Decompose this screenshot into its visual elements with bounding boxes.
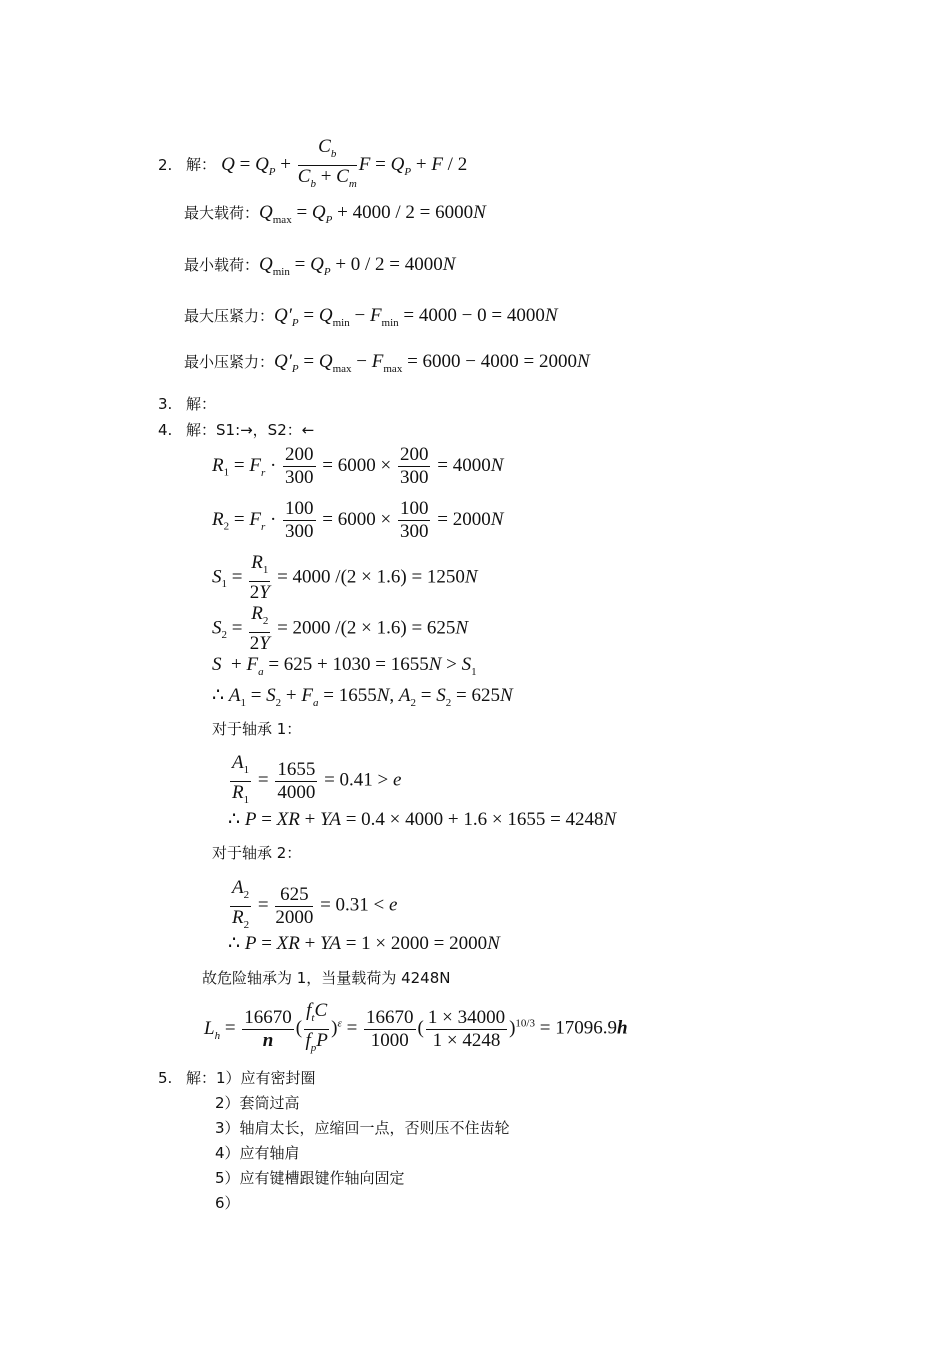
q5-item-3: 3）轴肩太长，应缩回一点，否则压不住齿轮 [215, 1119, 510, 1137]
q5-header [158, 1068, 316, 1088]
q5-item-6: 6） [215, 1194, 240, 1212]
q4-solution-label: 解：S1:→，S2：← [186, 421, 315, 439]
q4-eq-s1: $S_1$ = $\frac{R_1}{2Y}$ = 4000 /(2 × 1.6) = 1250N [212, 552, 478, 603]
q2-max-clamp [184, 306, 558, 333]
q4-eq-r1: $R_1 = F_r$ · $\frac{200}{300}$ = 6000 × $\frac{200}{300}$ = 4000N [212, 444, 504, 488]
q2-min-clamp-label: 最小压紧力： [184, 353, 275, 371]
q2-max-load-label: 最大载荷： [184, 204, 260, 222]
q4-eq-axial: ∴ $A_1 = S_2 + F_a = 1655N$, $A_2 = S_2 = 625N$ [212, 685, 513, 709]
q4-eq-r2: $R_2 = F_r$ · $\frac{100}{300}$ = 6000 × $\frac{100}{300}$ = 2000N [212, 498, 504, 542]
q3-number: 3. [158, 395, 173, 413]
q4-number: 4. [158, 421, 173, 439]
q2-formula: $Q = Q_P$ + $\frac{C_b}{C_b + C_m}$ $F = Q_P + F / 2$ [221, 136, 468, 190]
q2-solution-label: 解： [186, 155, 217, 174]
q4-conclusion: 故危险轴承为 1，当量载荷为 4248N [202, 969, 451, 987]
q2-min-load-label: 最小载荷： [184, 256, 260, 274]
q4-header [158, 420, 314, 440]
q5-number: 5. [158, 1069, 173, 1087]
q4-eq-ratio2: $\frac{A_2}{R_2}$ = $\frac{625}{2000}$ = 0.31 < e [232, 877, 398, 931]
q2-max-clamp-formula: $Q'_P = Q_{min} - F_{min} = 4000 - 0 = 4000N$ [274, 305, 558, 329]
q4-bearing1-label: 对于轴承 1： [212, 720, 302, 738]
q2-max-clamp-label: 最大压紧力： [184, 307, 275, 325]
q5-item-2: 2）套筒过高 [215, 1094, 300, 1112]
q5-item-4: 4）应有轴肩 [215, 1144, 300, 1162]
q2-min-load [184, 255, 455, 282]
q5-solution-label: 解：1）应有密封圈 [186, 1069, 316, 1087]
q3-header [158, 394, 216, 414]
q4-bearing2-label: 对于轴承 2： [212, 844, 302, 862]
q3-solution-label: 解： [186, 395, 217, 413]
q4-eq-p1: ∴ P = XR + YA = 0.4 × 4000 + 1.6 × 1655 = 4248N [228, 809, 617, 830]
q2-number: 2. [158, 155, 173, 174]
q4-eq-ratio1: $\frac{A_1}{R_1}$ = $\frac{1655}{4000}$ = 0.41 > e [232, 752, 402, 806]
q2-min-load-formula: $Q_{min} = Q_P + 0 / 2 = 4000N$ [259, 254, 456, 278]
q5-item-5: 5）应有键槽跟键作轴向固定 [215, 1169, 405, 1187]
q2-header [158, 136, 467, 195]
q4-eq-s2: $S_2$ = $\frac{R_2}{2Y}$ = 2000 /(2 × 1.6) = 625N [212, 603, 469, 654]
q4-eq-life: $L_h$ = $\frac{16670}{n}$ ( $\frac{f_tC}{f_pP}$ )$^\varepsilon$ = $\frac{16670}{1000}$ ( $\frac{1 \times 34000}{1 \times 4248}$ )$^{10/3}$ = 17096.9h [204, 1000, 628, 1054]
q2-min-clamp-formula: $Q'_P = Q_{max} - F_{max} = 6000 - 4000 = 2000N$ [274, 351, 590, 375]
q4-eq-p2: ∴ P = XR + YA = 1 × 2000 = 2000N [228, 933, 500, 954]
q2-max-load [184, 203, 486, 230]
q2-max-load-formula: $Q_{max} = Q_P + 4000 / 2 = 6000N$ [259, 202, 486, 226]
q4-eq-sum: $S + F_a = 625 + 1030 = 1655N > S_1$ [212, 654, 477, 678]
q2-min-clamp [184, 352, 590, 379]
